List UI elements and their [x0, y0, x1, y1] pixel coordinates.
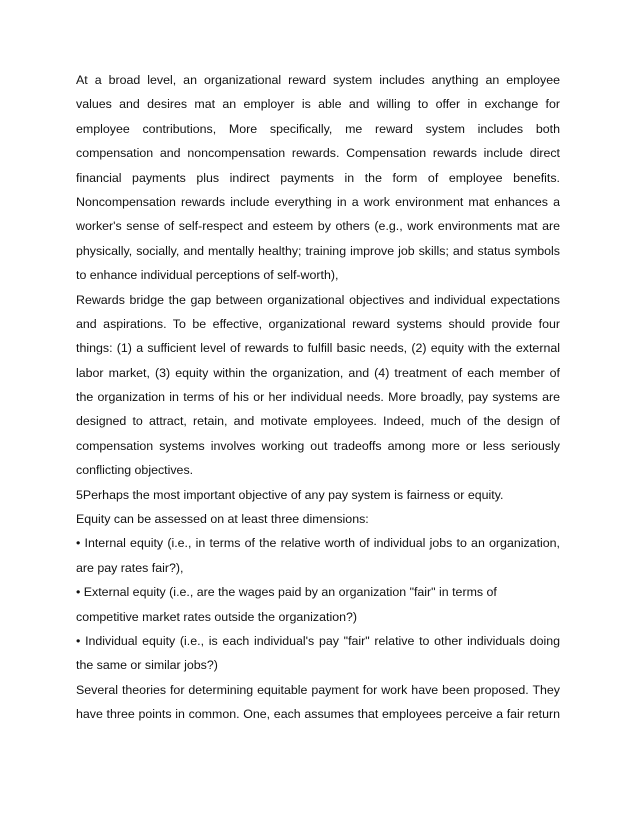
- text-line: designed to attract, retain, and motivate employees. Indeed, much of the design of: [76, 414, 560, 429]
- text-line: conflicting objectives.: [76, 463, 194, 478]
- body-text: [76, 68, 560, 727]
- text-line: Noncompensation rewards include everything in a work environment mat enhances a: [76, 194, 560, 209]
- text-line: compensation systems involves working out tradeoffs among more or less seriously: [76, 438, 560, 453]
- text-line: to enhance individual perceptions of self-worth),: [76, 268, 339, 283]
- text-line: things: (1) a sufficient level of rewards to fulfill basic needs, (2) equity with the external: [76, 341, 560, 356]
- text-line: • External equity (i.e., are the wages paid by an organization "fair" in terms of: [76, 585, 497, 600]
- text-line: Several theories for determining equitable payment for work have been proposed. They: [76, 682, 560, 697]
- text-line: physically, socially, and mentally healthy; training improve job skills; and status symbols: [76, 243, 560, 258]
- text-line: Rewards bridge the gap between organizational objectives and individual expectations: [76, 292, 560, 307]
- text-line: financial payments plus indirect payments in the form of employee benefits.: [76, 170, 560, 185]
- text-line: labor market, (3) equity within the organization, and (4) treatment of each member of: [76, 365, 560, 380]
- text-line: 5Perhaps the most important objective of any pay system is fairness or equity.: [76, 487, 504, 502]
- text-line: Equity can be assessed on at least three dimensions:: [76, 512, 369, 527]
- text-line: have three points in common. One, each assumes that employees perceive a fair return: [76, 707, 560, 722]
- text-line: worker's sense of self-respect and esteem by others (e.g., work environments mat are: [76, 219, 560, 234]
- text-line: the organization in terms of his or her individual needs. More broadly, pay systems are: [76, 390, 560, 405]
- text-line: values and desires mat an employer is able and willing to offer in exchange for: [76, 97, 560, 112]
- text-line: compensation and noncompensation rewards. Compensation rewards include direct: [76, 146, 560, 161]
- text-line: • Internal equity (i.e., in terms of the relative worth of individual jobs to an organization,: [76, 536, 560, 551]
- text-line: competitive market rates outside the organization?): [76, 609, 357, 624]
- text-line: employee contributions, More specifically, me reward system includes both: [76, 121, 560, 136]
- text-line: • Individual equity (i.e., is each individual's pay "fair" relative to other individuals doing: [76, 633, 560, 648]
- text-line: are pay rates fair?),: [76, 560, 184, 575]
- text-line: and aspirations. To be effective, organizational reward systems should provide four: [76, 316, 560, 331]
- text-line: the same or similar jobs?): [76, 658, 218, 673]
- text-line: At a broad level, an organizational reward system includes anything an employee: [76, 73, 560, 87]
